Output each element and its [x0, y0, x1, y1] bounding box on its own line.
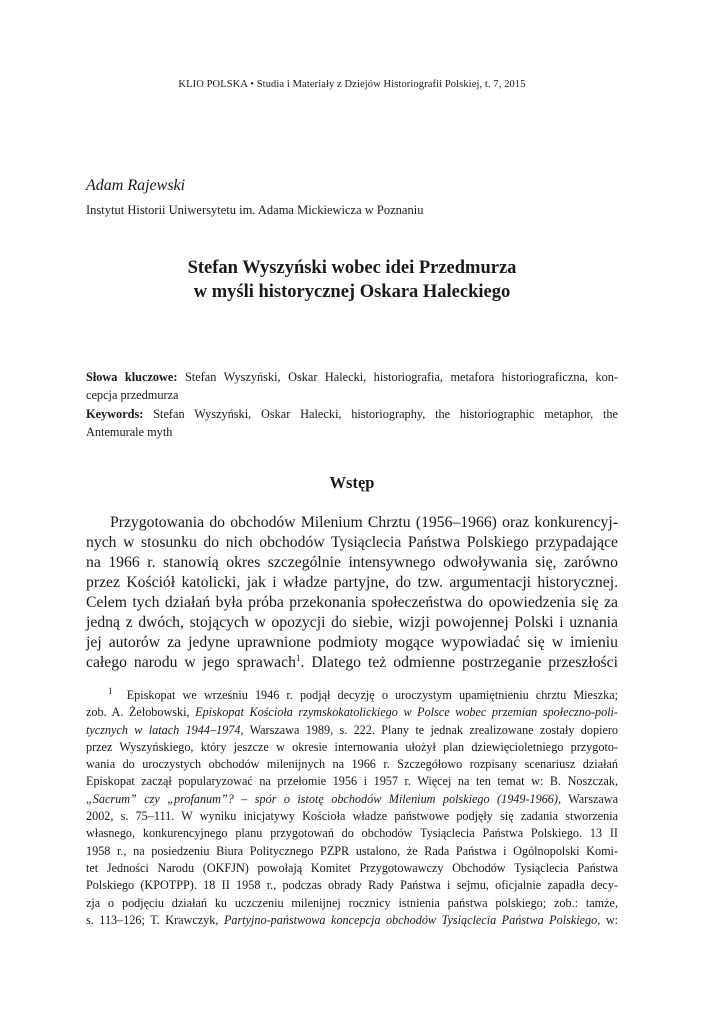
footnote-text: zja o podjęciu działań ku uczczeniu milenijnej rocznicy istnienia państwa polskiego; zob.: tamże,	[86, 895, 618, 910]
keywords-english-text: Stefan Wyszyński, Oskar Halecki, historiography, the historiographic metaphor, the	[153, 407, 618, 421]
body-line-text: . Dlatego też odmienne postrzeganie przeszłości	[300, 654, 618, 671]
article-title	[0, 256, 704, 304]
series-info: Studia i Materiały z Dziejów Historiografii Polskiej, t. 7, 2015	[256, 79, 526, 90]
author-affiliation: Instytut Historii Uniwersytetu im. Adama Mickiewicza w Poznaniu	[86, 203, 424, 217]
footnote-text: Polskiego (KPOTPP). 18 II 1958 r., podczas obrady Rady Państwa i sejmu, oficjalnie zapadła decy-	[86, 878, 618, 893]
body-line: nych w stosunku do nich obchodów Tysiąclecia Państwa Polskiego przypadające	[86, 534, 618, 551]
keywords-polish-label: Słowa kluczowe:	[86, 370, 178, 384]
footnote-citation-title: tycznych w latach 1944–1974	[86, 722, 241, 737]
footnote-text: wania do uroczystych obchodów milenijnych na 1966 r. Szczegółowo rozpisany scenariusz działań	[86, 757, 618, 772]
keywords-english	[86, 405, 618, 441]
body-line: Przygotowania do obchodów Milenium Chrztu (1956–1966) oraz konkurencyj-	[110, 514, 618, 531]
keywords-polish-text-2: cepcja przedmurza	[86, 388, 179, 402]
footnote-text: Episkopat we wrześniu 1946 r. podjął decyzję o uroczystym upamiętnieniu chrztu Mieszka;	[126, 688, 619, 702]
body-line: na 1966 r. stanowią okres szczególnie intensywnego odwoływania się, zarówno	[86, 554, 618, 571]
keywords-english-text-2: Antemurale myth	[86, 425, 173, 439]
footnote-citation-title: „Sacrum” czy „profanum”? – spór o istotę obchodów Milenium polskiego (1949-1966),	[86, 791, 562, 806]
section-heading: Wstęp	[329, 473, 375, 492]
footnote-1	[86, 687, 618, 929]
footnote-text: 1958 r., na posiedzeniu Biura Politycznego PZPR ustalono, że Rada Państwa i Ogólnopolski Komi-	[86, 843, 618, 858]
body-line: jej autorów za jedyne uprawnione podmioty mogące wypowiadać się w imieniu	[86, 634, 618, 651]
keywords-polish-text: Stefan Wyszyński, Oskar Halecki, historiografia, metafora historiograficzna, kon-	[184, 370, 618, 384]
title-line-1: Stefan Wyszyński wobec idei Przedmurza	[187, 258, 517, 278]
footnote-number: 1	[108, 685, 113, 696]
body-line-text: całego narodu w jego sprawach	[86, 654, 296, 671]
footnote-text: , w:	[597, 912, 619, 927]
body-paragraph	[86, 513, 618, 673]
footnote-text: zob. A. Żelobowski,	[86, 705, 196, 720]
footnote-text: 2002, s. 75–111. W wyniku inicjatywy Kościoła władze państwowe podjęły się zadania stworzenia	[86, 809, 618, 824]
footnote-text: tet Jedności Narodu (OKFJN) powołają Komitet Przygotowawczy Obchodów Tysiąclecia Państwa	[86, 860, 618, 875]
author-name: Adam Rajewski	[86, 177, 186, 194]
footnote-text: Episkopat zaczął popularyzować na przełomie 1956 i 1957 r. Więcej na ten temat w: B. Noszczak,	[86, 774, 618, 789]
footnote-text: , Warszawa 1989, s. 222. Plany te jednak zrealizowane zostały dopiero	[240, 722, 619, 737]
footnote-text: własnego, konkurencyjnego planu przygotowań do obchodów Tysiąclecia Państwa Polskiego. 13 II	[86, 826, 618, 841]
body-line	[86, 653, 618, 673]
keywords-polish	[86, 368, 618, 404]
title-line-2: w myśli historycznej Oskara Haleckiego	[193, 282, 511, 302]
footnote-text: przez Wyszyńskiego, który jeszcze w okresie internowania ułożył plan dziewięcioletniego przygoto-	[86, 739, 618, 754]
journal-name: KLIO POLSKA	[178, 79, 248, 90]
running-head	[0, 79, 704, 90]
footnote-text: Warszawa	[561, 791, 618, 806]
body-line: przez Kościół katolicki, jak i władze partyjne, do tzw. argumentacji historycznej.	[86, 574, 618, 591]
footnote-citation-title: Partyjno-państwowa koncepcja obchodów Tysiąclecia Państwa Polskiego	[223, 912, 598, 927]
footnote-reference[interactable]: 1	[295, 652, 301, 663]
footnote-citation-title: Episkopat Kościoła rzymskokatolickiego w Polsce wobec przemian społeczno-poli-	[195, 705, 618, 720]
bullet-separator: •	[250, 79, 254, 90]
body-line: Celem tych działań była próba przekonania społeczeństwa do opowiedzenia się za	[86, 594, 618, 611]
footnote-text: s. 113–126; T. Krawczyk,	[86, 912, 224, 927]
keywords-english-label: Keywords:	[86, 407, 144, 421]
body-line: jedną z dwóch, stojących w opozycji do siebie, wizji powojennej Polski i uznania	[86, 614, 618, 631]
